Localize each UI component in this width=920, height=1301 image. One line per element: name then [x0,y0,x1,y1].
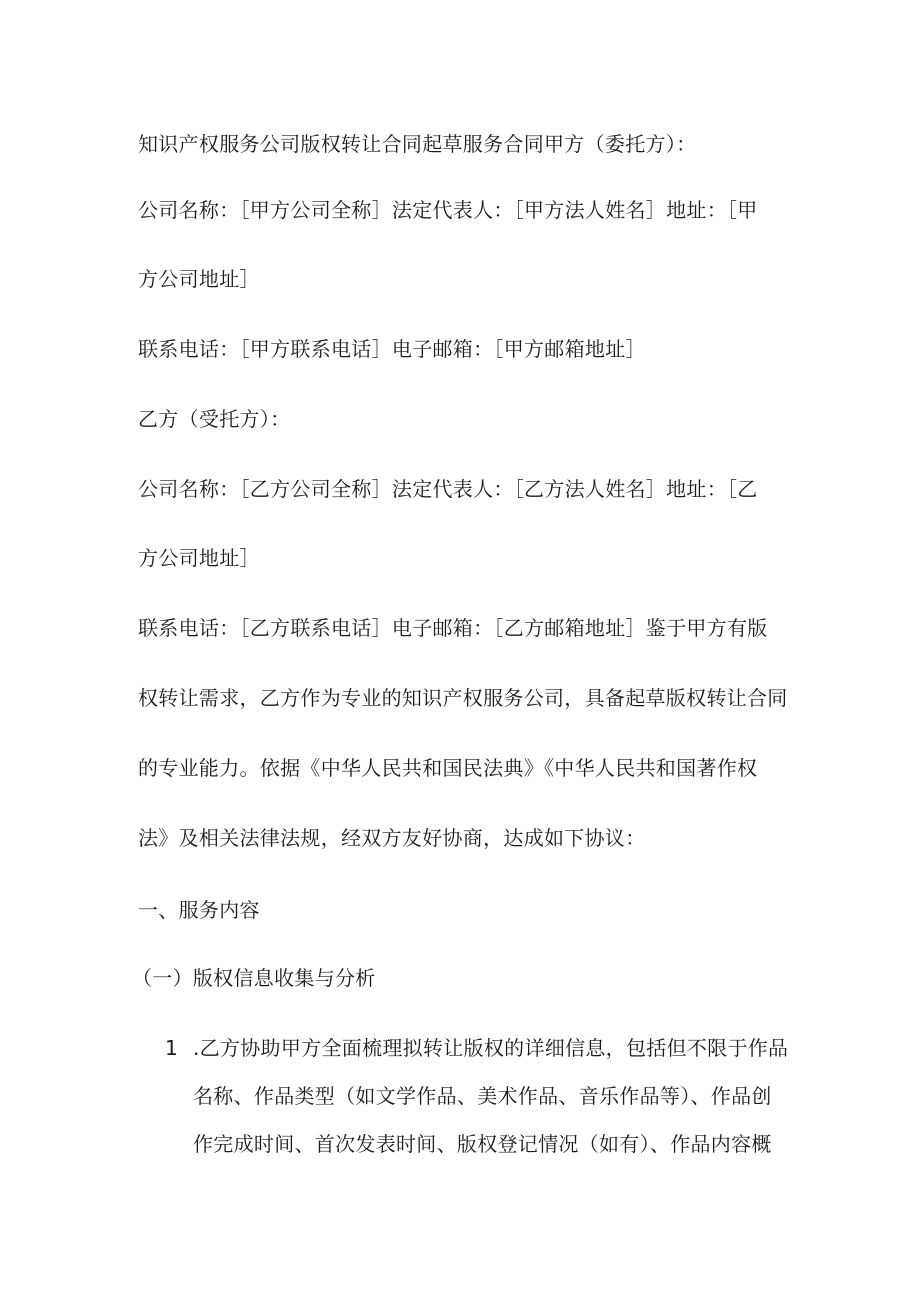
section-heading-service-content: 一、服务内容 [138,898,260,922]
preamble-line-2: 的专业能力。依据《中华人民共和国民法典》《中华人民共和国著作权 [138,756,758,780]
party-b-heading: 乙方（受托方）： [138,407,291,431]
list-item-line-1: .乙方协助甲方全面梳理拟转让版权的详细信息，包括但不限于作品 [193,1036,789,1060]
party-a-info-line-2: 方公司地址］ [138,267,260,291]
party-a-info-line-1: 公司名称：［甲方公司全称］法定代表人：［甲方法人姓名］地址：［甲 [138,198,758,222]
contract-title-line: 知识产权服务公司版权转让合同起草服务合同甲方（委托方）： [138,132,697,156]
preamble-line-3: 法》及相关法律法规，经双方友好协商，达成如下协议： [138,826,646,850]
subsection-heading-copyright-info: （一）版权信息收集与分析 [132,966,376,990]
party-b-info-line-2: 方公司地址］ [138,546,260,570]
party-b-info-line-1: 公司名称：［乙方公司全称］法定代表人：［乙方法人姓名］地址：［乙 [138,477,758,501]
party-a-contact-line: 联系电话：［甲方联系电话］电子邮箱：［甲方邮箱地址］ [138,337,646,361]
list-item-line-2: 名称、作品类型（如文学作品、美术作品、音乐作品等）、作品创 [193,1084,772,1108]
list-item-line-3: 作完成时间、首次发表时间、版权登记情况（如有）、作品内容概 [193,1132,772,1156]
preamble-line-1: 权转让需求，乙方作为专业的知识产权服务公司，具备起草版权转让合同 [138,686,788,710]
list-item-number: 1 [165,1036,178,1060]
party-b-contact-line: 联系电话：［乙方联系电话］电子邮箱：［乙方邮箱地址］鉴于甲方有版 [138,616,768,640]
